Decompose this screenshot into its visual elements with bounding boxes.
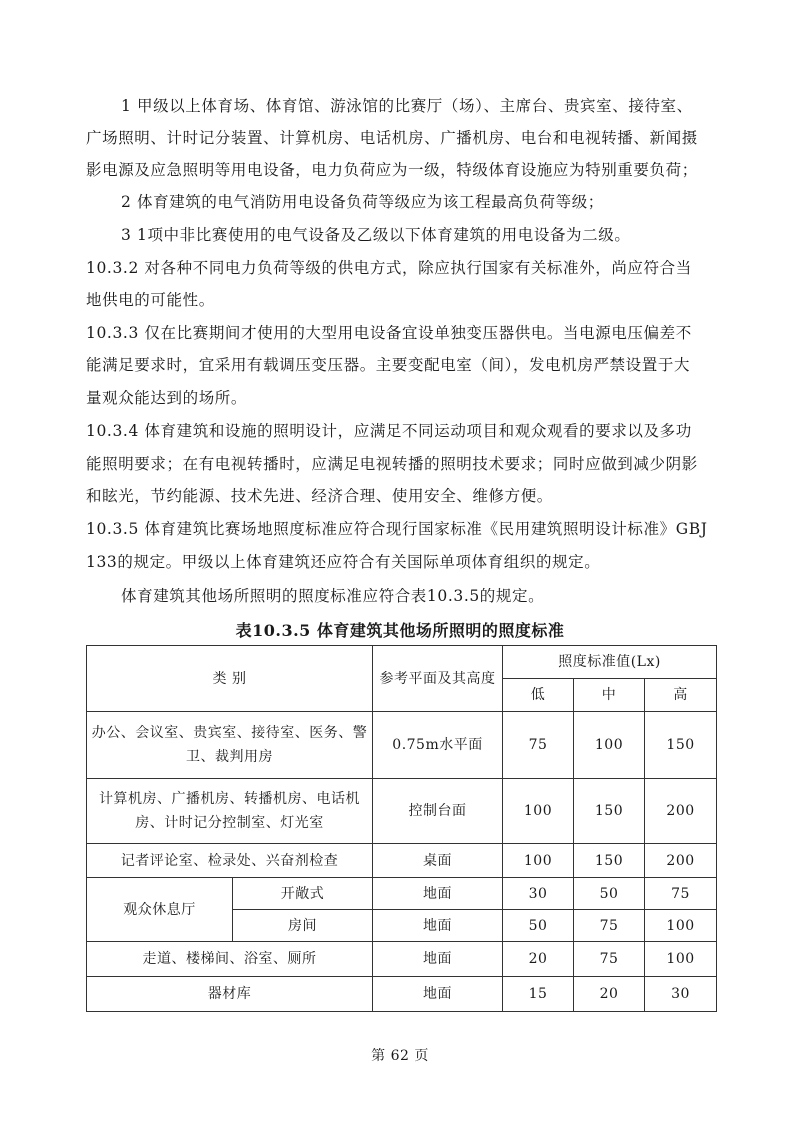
row-high: 100: [645, 910, 717, 942]
row-mid: 20: [574, 977, 645, 1012]
table-row: [87, 942, 717, 977]
clause-10-3-3: 10.3.3 仅在比赛期间才使用的大型用电设备宜设单独变压器供电。当电源电压偏差不: [86, 324, 692, 342]
body-line: 体育建筑其他场所照明的照度标准应符合表10.3.5的规定。: [121, 587, 545, 605]
clause-10-3-2: 10.3.2 对各种不同电力负荷等级的供电方式，除应执行国家有关标准外，尚应符合当: [86, 259, 692, 277]
body-line: 地供电的可能性。: [86, 291, 215, 309]
header-low: 低: [503, 679, 574, 712]
row-mid: 50: [574, 878, 645, 910]
row-subcategory: 房间: [233, 910, 373, 942]
table-row: [87, 779, 717, 844]
row-mid: 75: [574, 942, 645, 977]
row-low: 30: [503, 878, 574, 910]
row-high: 150: [645, 712, 717, 779]
row-category: 器材库: [87, 977, 373, 1012]
row-plane: 0.75m水平面: [373, 712, 503, 779]
body-line: 和眩光，节约能源、技术先进、经济合理、使用安全、维修方便。: [86, 487, 553, 505]
table-row: [87, 977, 717, 1012]
row-mid: 100: [574, 712, 645, 779]
body-line: 量观众能达到的场所。: [86, 389, 248, 407]
row-plane: 地面: [373, 977, 503, 1012]
row-high: 200: [645, 844, 717, 878]
row-category: 记者评论室、检录处、兴奋剂检查: [87, 844, 373, 878]
body-line: 广场照明、计时记分装置、计算机房、电话机房、广播机房、电台和电视转播、新闻摄: [86, 129, 698, 147]
row-mid: 150: [574, 779, 645, 844]
row-low: 50: [503, 910, 574, 942]
row-high: 200: [645, 779, 717, 844]
row-category: 走道、楼梯间、浴室、厕所: [87, 942, 373, 977]
row-low: 100: [503, 844, 574, 878]
table-caption: 表10.3.5 体育建筑其他场所照明的照度标准: [235, 621, 565, 640]
row-subcategory: 开敞式: [233, 878, 373, 910]
row-group-lounge: 观众休息厅: [87, 878, 233, 942]
table-row: [87, 878, 717, 910]
body-line: 1 甲级以上体育场、体育馆、游泳馆的比赛厅（场）、主席台、贵宾室、接待室、: [121, 97, 693, 115]
row-plane: 地面: [373, 878, 503, 910]
row-category: 计算机房、广播机房、转播机房、电话机房、计时记分控制室、灯光室: [87, 779, 373, 844]
clause-10-3-5: 10.3.5 体育建筑比赛场地照度标准应符合现行国家标准《民用建筑照明设计标准》GBJ: [86, 520, 708, 538]
body-line: 能照明要求；在有电视转播时，应满足电视转播的照明技术要求；同时应做到减少阴影: [86, 455, 698, 473]
row-low: 20: [503, 942, 574, 977]
body-line: 3 1项中非比赛使用的电气设备及乙级以下体育建筑的用电设备为二级。: [121, 226, 631, 244]
row-high: 30: [645, 977, 717, 1012]
clause-10-3-4: 10.3.4 体育建筑和设施的照明设计，应满足不同运动项目和观众观看的要求以及多功: [86, 422, 692, 440]
body-line: 133的规定。甲级以上体育建筑还应符合有关国际单项体育组织的规定。: [86, 553, 601, 571]
row-high: 75: [645, 878, 717, 910]
row-high: 100: [645, 942, 717, 977]
row-low: 75: [503, 712, 574, 779]
header-high: 高: [645, 679, 717, 712]
row-plane: 地面: [373, 942, 503, 977]
body-line: 影电源及应急照明等用电设备，电力负荷应为一级，特级体育设施应为特别重要负荷；: [86, 161, 698, 179]
row-plane: 地面: [373, 910, 503, 942]
row-plane: 控制台面: [373, 779, 503, 844]
body-line: 2 体育建筑的电气消防用电设备负荷等级应为该工程最高负荷等级；: [121, 193, 604, 211]
illuminance-table: [86, 645, 717, 1012]
body-line: 能满足要求时，宜采用有载调压变压器。主要变配电室（间），发电机房严禁设置于大: [86, 356, 691, 374]
row-plane: 桌面: [373, 844, 503, 878]
row-low: 100: [503, 779, 574, 844]
row-category: 办公、会议室、贵宾室、接待室、医务、警卫、裁判用房: [87, 712, 373, 779]
row-mid: 75: [574, 910, 645, 942]
header-standard: 照度标准值(Lx): [503, 646, 717, 679]
row-mid: 150: [574, 844, 645, 878]
table-row: [87, 844, 717, 878]
header-category: 类 别: [87, 646, 373, 712]
header-plane: 参考平面及其高度: [373, 646, 503, 712]
header-mid: 中: [574, 679, 645, 712]
table-row: [87, 712, 717, 779]
row-low: 15: [503, 977, 574, 1012]
page-number: 第 62 页: [371, 1048, 429, 1064]
table-header-row: [87, 646, 717, 679]
